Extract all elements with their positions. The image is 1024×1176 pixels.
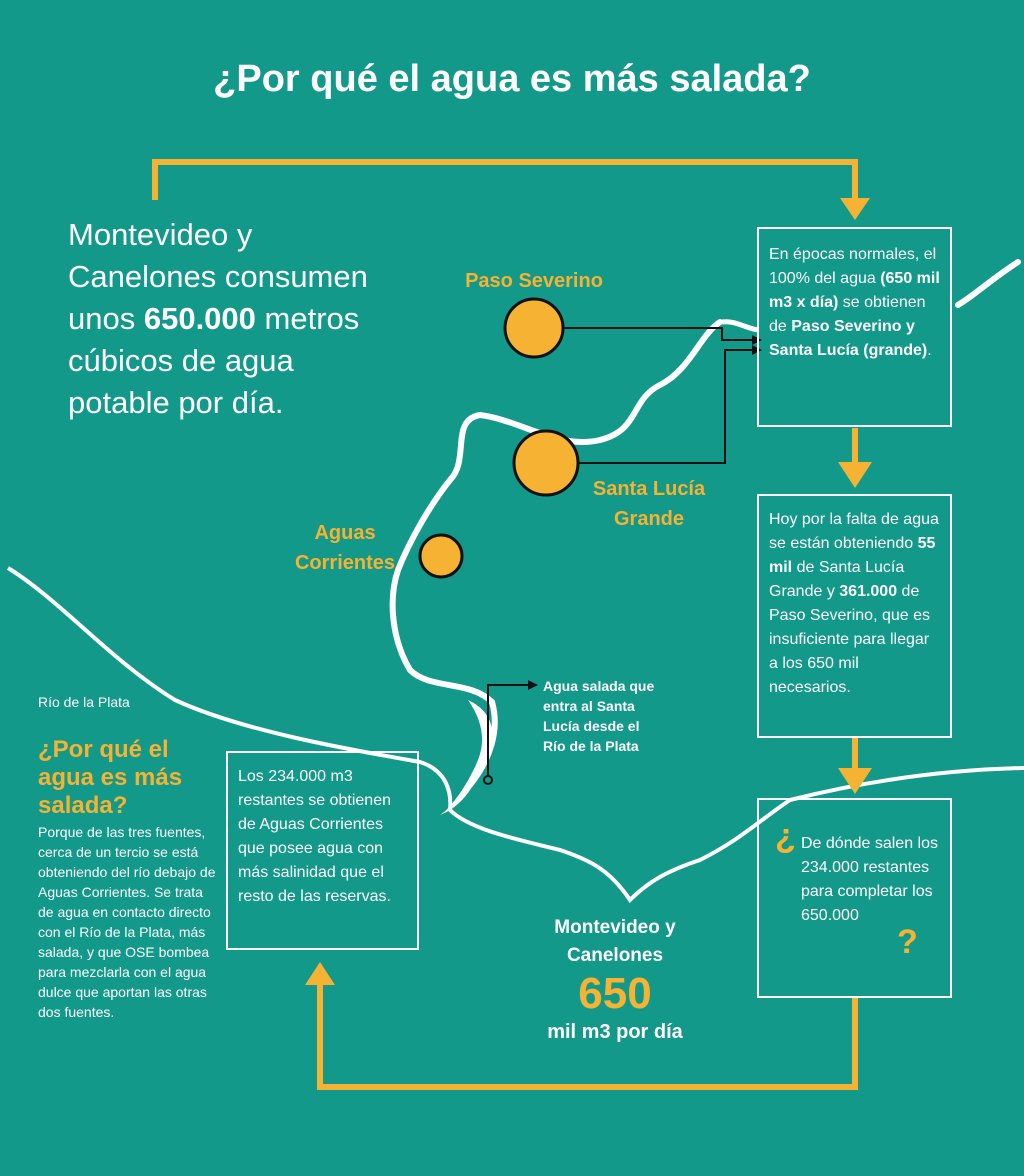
side-body: Porque de las tres fuentes, cerca de un tercio se está obteniendo del río debajo de Aguas Corrientes. Se trata de agua en contacto directo con el Río de la Plata, más salada, y que OSE bombea para mezclarla con el agua dulce que aportan las otras dos fuentes. bbox=[38, 824, 216, 1020]
box-remaining: Los 234.000 m3 restantes se obtienen de Aguas Corrientes que posee agua con más salinidad que el resto de las reservas. bbox=[226, 751, 419, 950]
river-branch bbox=[722, 322, 758, 330]
pointer-salt-dot bbox=[484, 776, 492, 784]
center-big-number: 650 bbox=[578, 969, 652, 1018]
intro-text: Montevideo y Canelones consumen unos 650.000 metros cúbicos de agua potable por día. bbox=[68, 217, 368, 420]
center-consumption bbox=[520, 914, 710, 1046]
label-rio-de-la-plata: Río de la Plata bbox=[38, 694, 130, 710]
pointer-paso bbox=[563, 328, 752, 340]
aguas-corrientes-marker bbox=[420, 535, 462, 577]
side-title: ¿Por qué el agua es más salada? bbox=[38, 736, 183, 819]
arrow-shaft-2 bbox=[852, 738, 858, 772]
santa-lucia-marker bbox=[514, 431, 578, 495]
question-close-mark: ? bbox=[897, 923, 918, 961]
bottom-arrow-head bbox=[305, 962, 335, 985]
top-connector bbox=[155, 162, 855, 205]
question-text: De dónde salen los 234.000 restantes para completar los 650.000 bbox=[801, 835, 938, 924]
box-today: Hoy por la falta de agua se están obteniendo 55 mil de Santa Lucía Grande y 361.000 de Paso Severino, que es insuficiente para llegar a los 650 mil necesarios. bbox=[757, 494, 952, 738]
box-question bbox=[757, 798, 952, 998]
label-salt-water: Agua salada que entra al Santa Lucía desde el Río de la Plata bbox=[543, 678, 655, 754]
label-santa-lucia: Santa Lucía Grande bbox=[592, 478, 706, 530]
label-aguas-corrientes: Aguas Corrientes bbox=[294, 522, 396, 574]
box-normal-times: En épocas normales, el 100% del agua (650 mil m3 x día) se obtienen de Paso Severino y Santa Lucía (grande). bbox=[757, 227, 952, 427]
top-arrow-head bbox=[840, 198, 870, 220]
paso-severino-marker bbox=[505, 299, 563, 357]
center-line2: mil m3 por día bbox=[547, 1021, 683, 1043]
arrow-head-1 bbox=[838, 462, 872, 488]
page-title: ¿Por qué el agua es más salada? bbox=[213, 58, 811, 100]
question-open-mark: ¿ bbox=[775, 817, 796, 855]
pointer-santa bbox=[578, 350, 752, 463]
river-mouth bbox=[440, 700, 492, 815]
label-paso-severino: Paso Severino bbox=[465, 270, 603, 292]
pointer-salt-head bbox=[528, 680, 538, 690]
center-line1: Montevideo y Canelones bbox=[554, 917, 676, 966]
